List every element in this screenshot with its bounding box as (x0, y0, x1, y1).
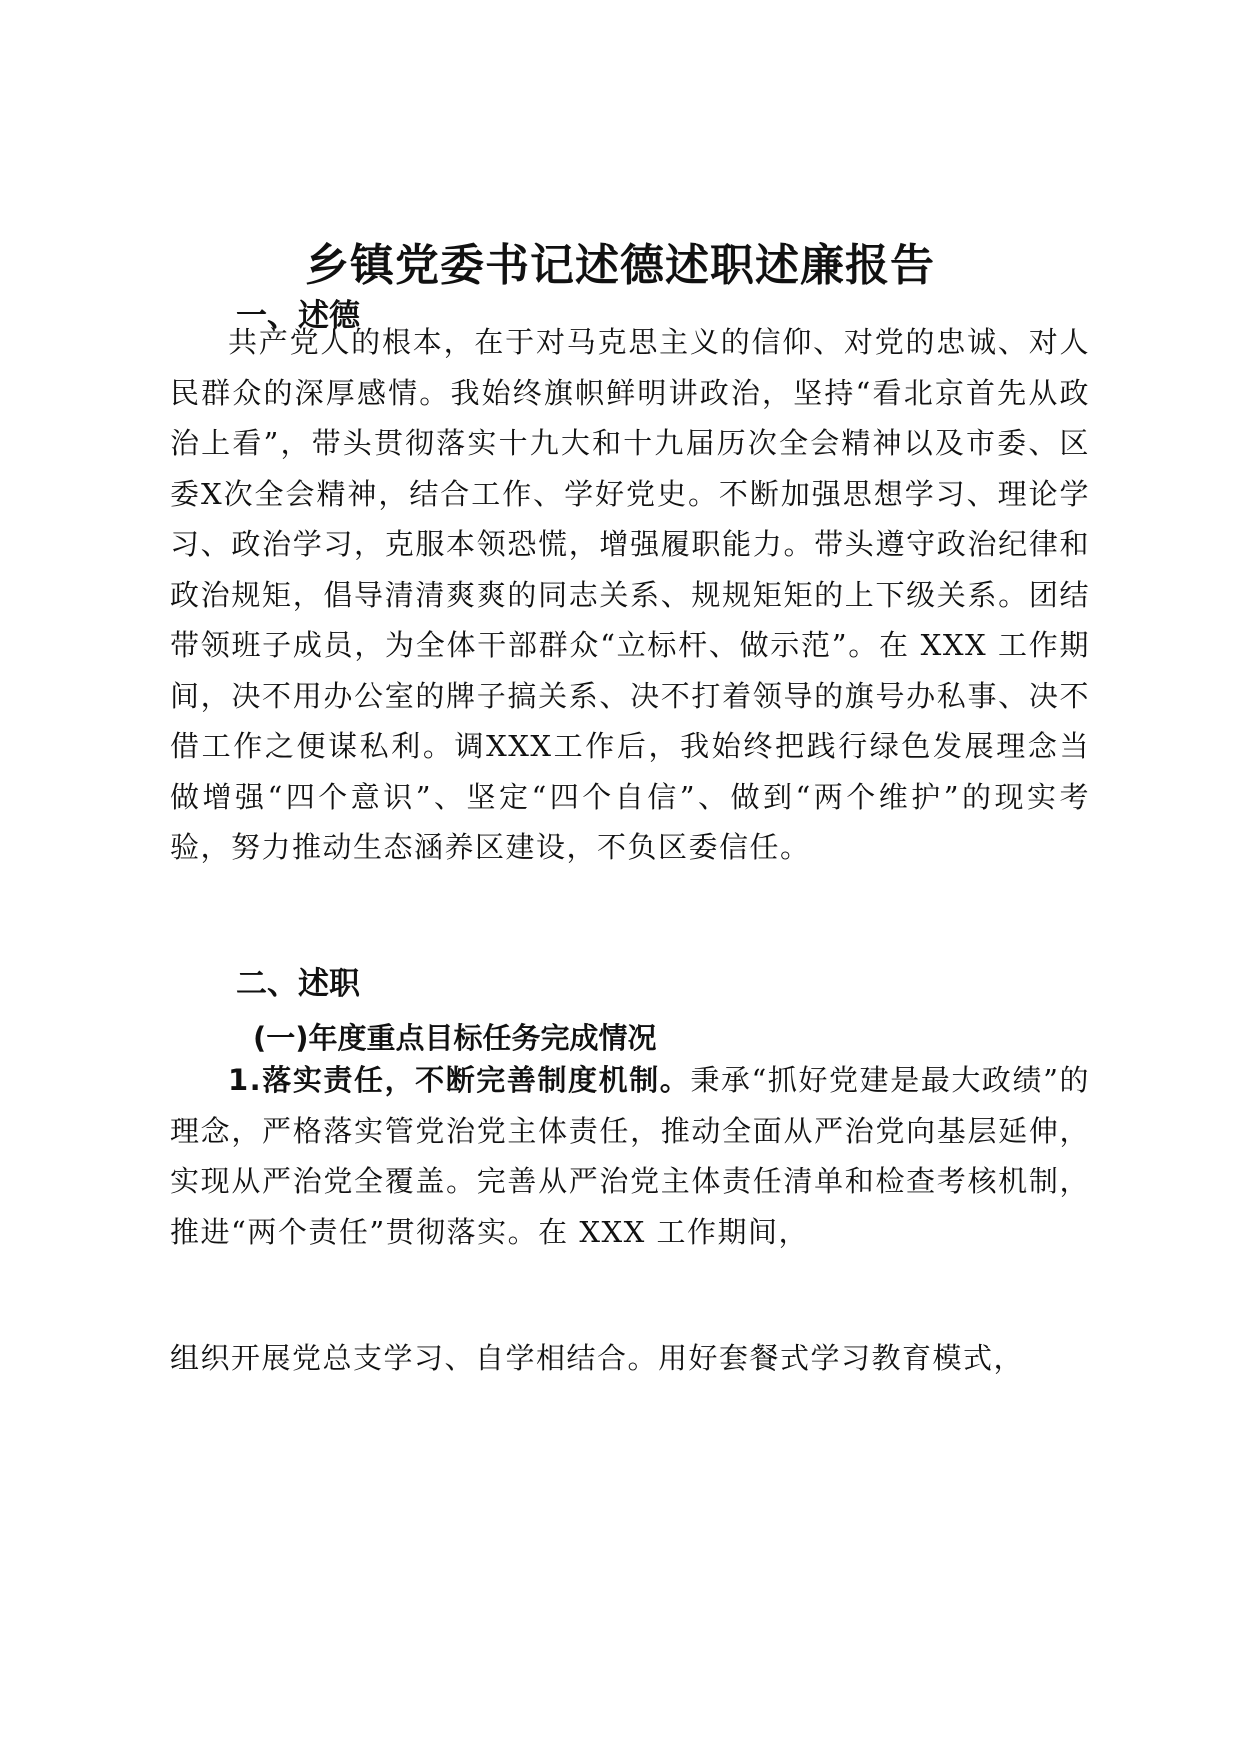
duty-item-text: 秉承“抓好党建是最大政绩”的理念，严格落实管党治党主体责任，推动全面从严治党向基层延伸，实现从严治党全覆盖。完善从严治党主体责任清单和检查考核机制，推进“两个责任”贯彻落实。在 XXX 工作期间， (170, 1063, 1090, 1249)
section-heading-morality: 一、述德 (236, 298, 360, 334)
subsection-heading-key-tasks: (一)年度重点目标任务完成情况 (253, 1021, 657, 1055)
duty-item-lead: 1.落实责任，不断完善制度机制。 (228, 1063, 691, 1097)
document-title: 乡镇党委书记述德述职述廉报告 (305, 240, 935, 291)
section-heading-duty: 二、述职 (236, 966, 360, 1002)
duty-item-continuation: 组织开展党总支学习、自学相结合。用好套餐式学习教育模式， (170, 1341, 1025, 1375)
morality-paragraph: 共产党人的根本，在于对马克思主义的信仰、对党的忠诚、对人民群众的深厚感情。我始终旗帜鲜明讲政治，坚持“看北京首先从政治上看”，带头贯彻落实十九大和十九届历次全会精神以及市委、区委X次全会精神，结合工作、学好党史。不断加强思想学习、理论学习、政治学习，克服本领恐慌，增强履职能力。带头遵守政治纪律和政治规矩，倡导清清爽爽的同志关系、规规矩矩的上下级关系。团结带领班子成员，为全体干部群众“立标杆、做示范”。在 XXX 工作期间，决不用办公室的牌子搞关系、决不打着领导的旗号办私事、决不借工作之便谋私利。调XXX工作后，我始终把践行绿色发展理念当做增强“四个意识”、坚定“四个自信”、做到“两个维护”的现实考验，努力推动生态涵养区建设，不负区委信任。 (170, 325, 1090, 864)
duty-item-paragraph (170, 1055, 1090, 1257)
